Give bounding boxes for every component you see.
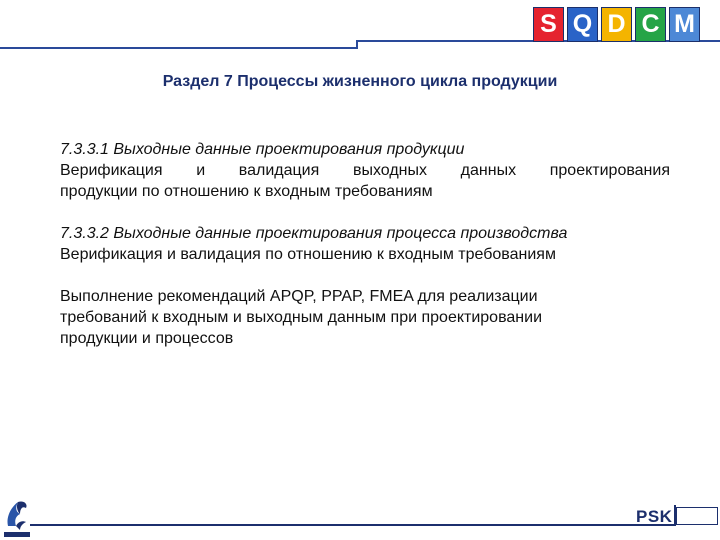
paragraph-text-line: продукции по отношению к входным требованиям [60,183,433,200]
sqdcm-letter-m: M [669,7,700,42]
paragraph-text-line: Верификация и валидация по отношению к входным требованиям [60,246,556,263]
psk-box [676,507,718,525]
paragraph-text-line: Верификация и валидация выходных данных проектирования [60,162,670,179]
slide-title: Раздел 7 Процессы жизненного цикла продукции [162,73,558,90]
paragraph-heading: 7.3.3.1 Выходные данные проектирования продукции [60,141,465,158]
paragraph-process-output [60,223,670,265]
paragraph-design-output [60,139,670,202]
paragraph-text-line: требований к входным и выходным данным при проектировании [60,309,543,326]
sqdcm-letter-q: Q [567,7,598,42]
sqdcm-logo [533,7,700,42]
paragraph-text-line: продукции и процессов [60,330,234,347]
paragraph-apqp-recommendations [60,286,670,349]
sqdcm-letter-c: C [635,7,666,42]
sqdcm-letter-d: D [601,7,632,42]
psk-label: PSK [636,507,673,526]
top-divider-left [0,47,358,49]
paragraph-heading: 7.3.3.2 Выходные данные проектирования процесса производства [60,225,568,242]
slide-body [60,139,670,370]
paragraph-text-line: Выполнение рекомендаций APQP, PPAP, FMEA для реализации [60,288,538,305]
kamaz-logo-icon [2,496,32,540]
sqdcm-letter-s: S [533,7,564,42]
bottom-divider [30,524,676,526]
